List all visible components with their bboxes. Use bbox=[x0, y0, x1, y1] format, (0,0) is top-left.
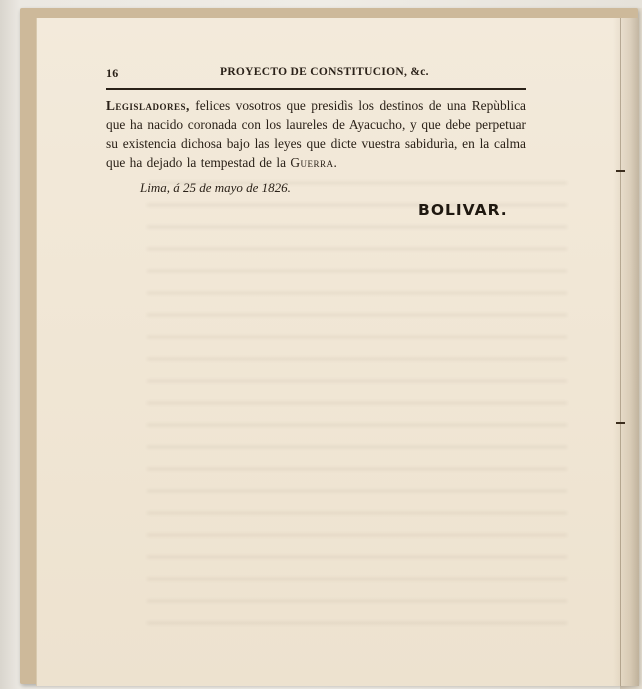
header-rule bbox=[106, 88, 526, 90]
signature: BOLIVAR. bbox=[418, 201, 508, 219]
paragraph-emphasis: Guerra bbox=[290, 155, 334, 170]
paragraph-lead: Legisladores, bbox=[106, 98, 190, 113]
dateline: Lima, á 25 de mayo de 1826. bbox=[140, 180, 291, 195]
paragraph-end: . bbox=[333, 155, 337, 170]
binding-stitch bbox=[616, 170, 625, 172]
page-number: 16 bbox=[106, 66, 119, 80]
paragraph-text: felices vosotros que presidìs los destinos de una Repùblica que ha nacido coronada con los laureles de Ayacucho, y que debe perpetuar su existencia dichosa bajo las leyes que dicte vuestra sabidurìa, en la calma que ha dejado la tempestad de la bbox=[106, 98, 526, 170]
page-shadow bbox=[613, 18, 639, 686]
binding-stitch bbox=[616, 422, 625, 424]
running-head: PROYECTO DE CONSTITUCION, &c. bbox=[220, 66, 429, 78]
spine-line bbox=[620, 18, 621, 686]
page-header bbox=[106, 66, 526, 84]
show-through-text bbox=[147, 168, 567, 628]
address-paragraph bbox=[106, 96, 526, 172]
